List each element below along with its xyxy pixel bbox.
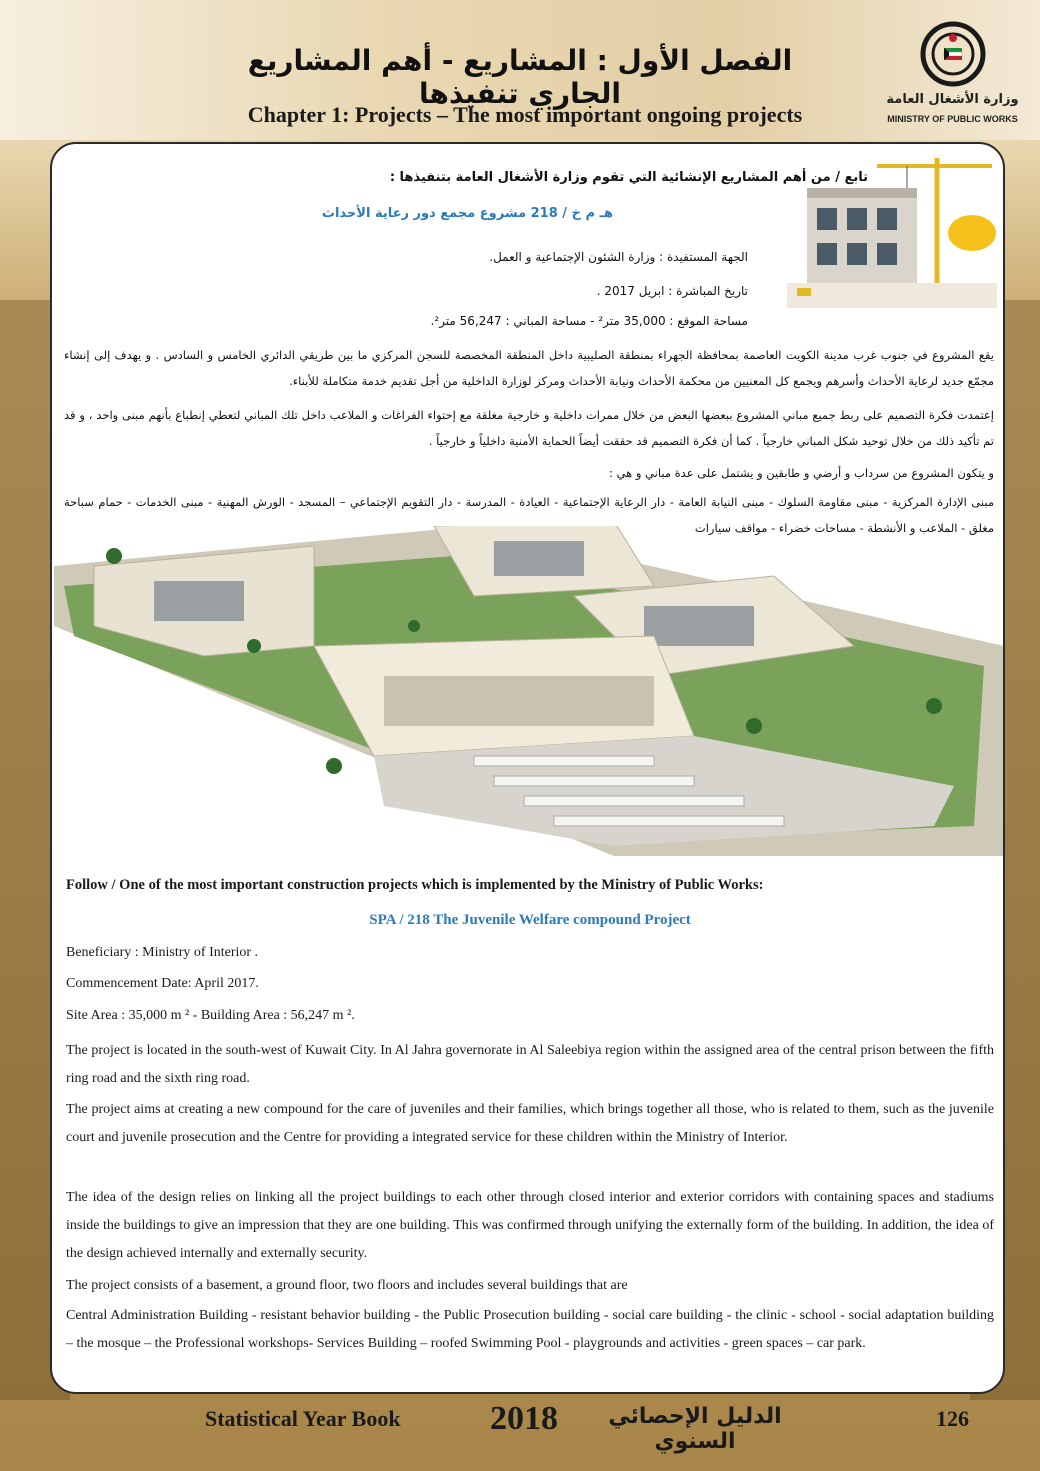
- arabic-area: مساحة الموقع : 35,000 متر² - مساحة المباني : 56,247 متر².: [430, 314, 748, 328]
- page-number: 126: [936, 1406, 969, 1431]
- arabic-beneficiary: الجهة المستفيدة : وزارة الشئون الإجتماعية و العمل.: [489, 250, 748, 264]
- ministry-emblem-icon: [918, 18, 988, 90]
- arabic-commencement: تاريخ المباشرة : ابريل 2017 .: [596, 284, 748, 298]
- logo-text-arabic: وزارة الأشغال العامة: [886, 92, 1019, 107]
- content-panel: [50, 142, 1005, 1394]
- footer-book-title-arabic: الدليل الإحصائي السنوي: [608, 1404, 782, 1454]
- english-beneficiary: Beneficiary : Ministry of Interior .: [66, 945, 259, 960]
- arabic-paragraph-design: إعتمدت فكرة التصميم على ربط جميع مباني المشروع ببعضها البعض من خلال ممرات داخلية و خارجية مغلقة مع إحتواء الفراغات و الملاعب داخل تلك المباني لتعطي إنطباع بأنهم مبنى واحد ، و قد تم تأكيد ذلك من خلال توحيد شكل المباني خارجياً . كما أن فكرة التصميم قد حققت أيضاً الحماية الأمنية داخلياً و خارجياً .: [64, 408, 994, 448]
- chapter-title-english: Chapter 1: Projects – The most important ongoing projects: [247, 102, 803, 127]
- arabic-paragraph-buildings: مبنى الإدارة المركزية - مبنى مقاومة السلوك - مبنى النيابة العامة - دار الرعاية الإجتماعية - العيادة - المدرسة - دار التقويم الإجتماعي – المسجد - الورش المهنية - مبنى الخدمات - حمام سباحة مغلق - الملاعب و الأنشطة - مساحات خضراء - مواقف سيارات: [64, 495, 994, 535]
- english-area: Site Area : 35,000 m ² - Building Area : 56,247 m ².: [66, 1008, 355, 1023]
- english-follow-heading: Follow / One of the most important construction projects which is implemented by the Ministry of Public Works:: [66, 877, 764, 893]
- english-project-title: SPA / 218 The Juvenile Welfare compound Project: [369, 912, 691, 928]
- ministry-logo: [880, 18, 1025, 130]
- compound-rendering-image: [54, 526, 1004, 856]
- arabic-paragraph-composition: و يتكون المشروع من سرداب و أرضي و طابقين و يشتمل على عدة مباني و هي :: [609, 466, 994, 480]
- chapter-title-arabic: الفصل الأول : المشاريع - أهم المشاريع الجاري تنفيذها: [247, 44, 793, 110]
- logo-text-english: MINISTRY OF PUBLIC WORKS: [887, 114, 1018, 124]
- english-paragraph-composition: The project consists of a basement, a ground floor, two floors and includes several buildings that are: [66, 1278, 628, 1293]
- english-paragraph-buildings: Central Administration Building - resistant behavior building - the Public Prosecution building - social care building - the clinic - school - social adaptation building – the mosque – the Professional workshops- Services Building – roofed Swimming Pool - playgrounds and activities - green spaces – car park.: [66, 1308, 994, 1351]
- arabic-follow-heading: تابع / من أهم المشاريع الإنشائية التي تقوم وزارة الأشغال العامة بتنفيذها :: [389, 170, 868, 185]
- english-paragraph-location: The project is located in the south-west of Kuwait City. In Al Jahra governorate in Al Saleebiya region within the assigned area of the central prison between the fifth ring road and the sixth ring road.: [66, 1043, 994, 1086]
- english-commencement: Commencement Date: April 2017.: [66, 976, 259, 991]
- arabic-paragraph-location: يقع المشروع في جنوب غرب مدينة الكويت العاصمة بمحافظة الجهراء بمنطقة الصليبية داخل المنطقة المخصصة للسجن المركزي ما بين طريقي الدائري الخامس و السادس . و يهدف إلى إنشاء مجمّع جديد لرعاية الأحداث وأسرهم ويجمع كل المعنيين من محكمة الأحداث ونيابة الأحداث ومركز لوزارة الداخلية من أجل تقديم خدمة متكاملة للأبناء.: [64, 348, 994, 388]
- footer-year: 2018: [490, 1400, 558, 1437]
- footer-book-title-english: Statistical Year Book: [205, 1406, 401, 1431]
- english-paragraph-aims: The project aims at creating a new compound for the care of juveniles and their families, which brings together all those, who is related to them, such as the juvenile court and juvenile prosecution and the Centre for providing a integrated service for these children within the Ministry of Interior.: [66, 1102, 994, 1145]
- english-paragraph-design: The idea of the design relies on linking all the project buildings to each other through closed interior and exterior corridors with containing spaces and stadiums inside the buildings to give an impression that they are one building. This was confirmed through unifying the externally form of the building. In addition, the idea of the design achieved internally and externally security.: [66, 1190, 994, 1261]
- arabic-project-title: هـ م خ / 218 مشروع مجمع دور رعاية الأحداث: [321, 206, 613, 221]
